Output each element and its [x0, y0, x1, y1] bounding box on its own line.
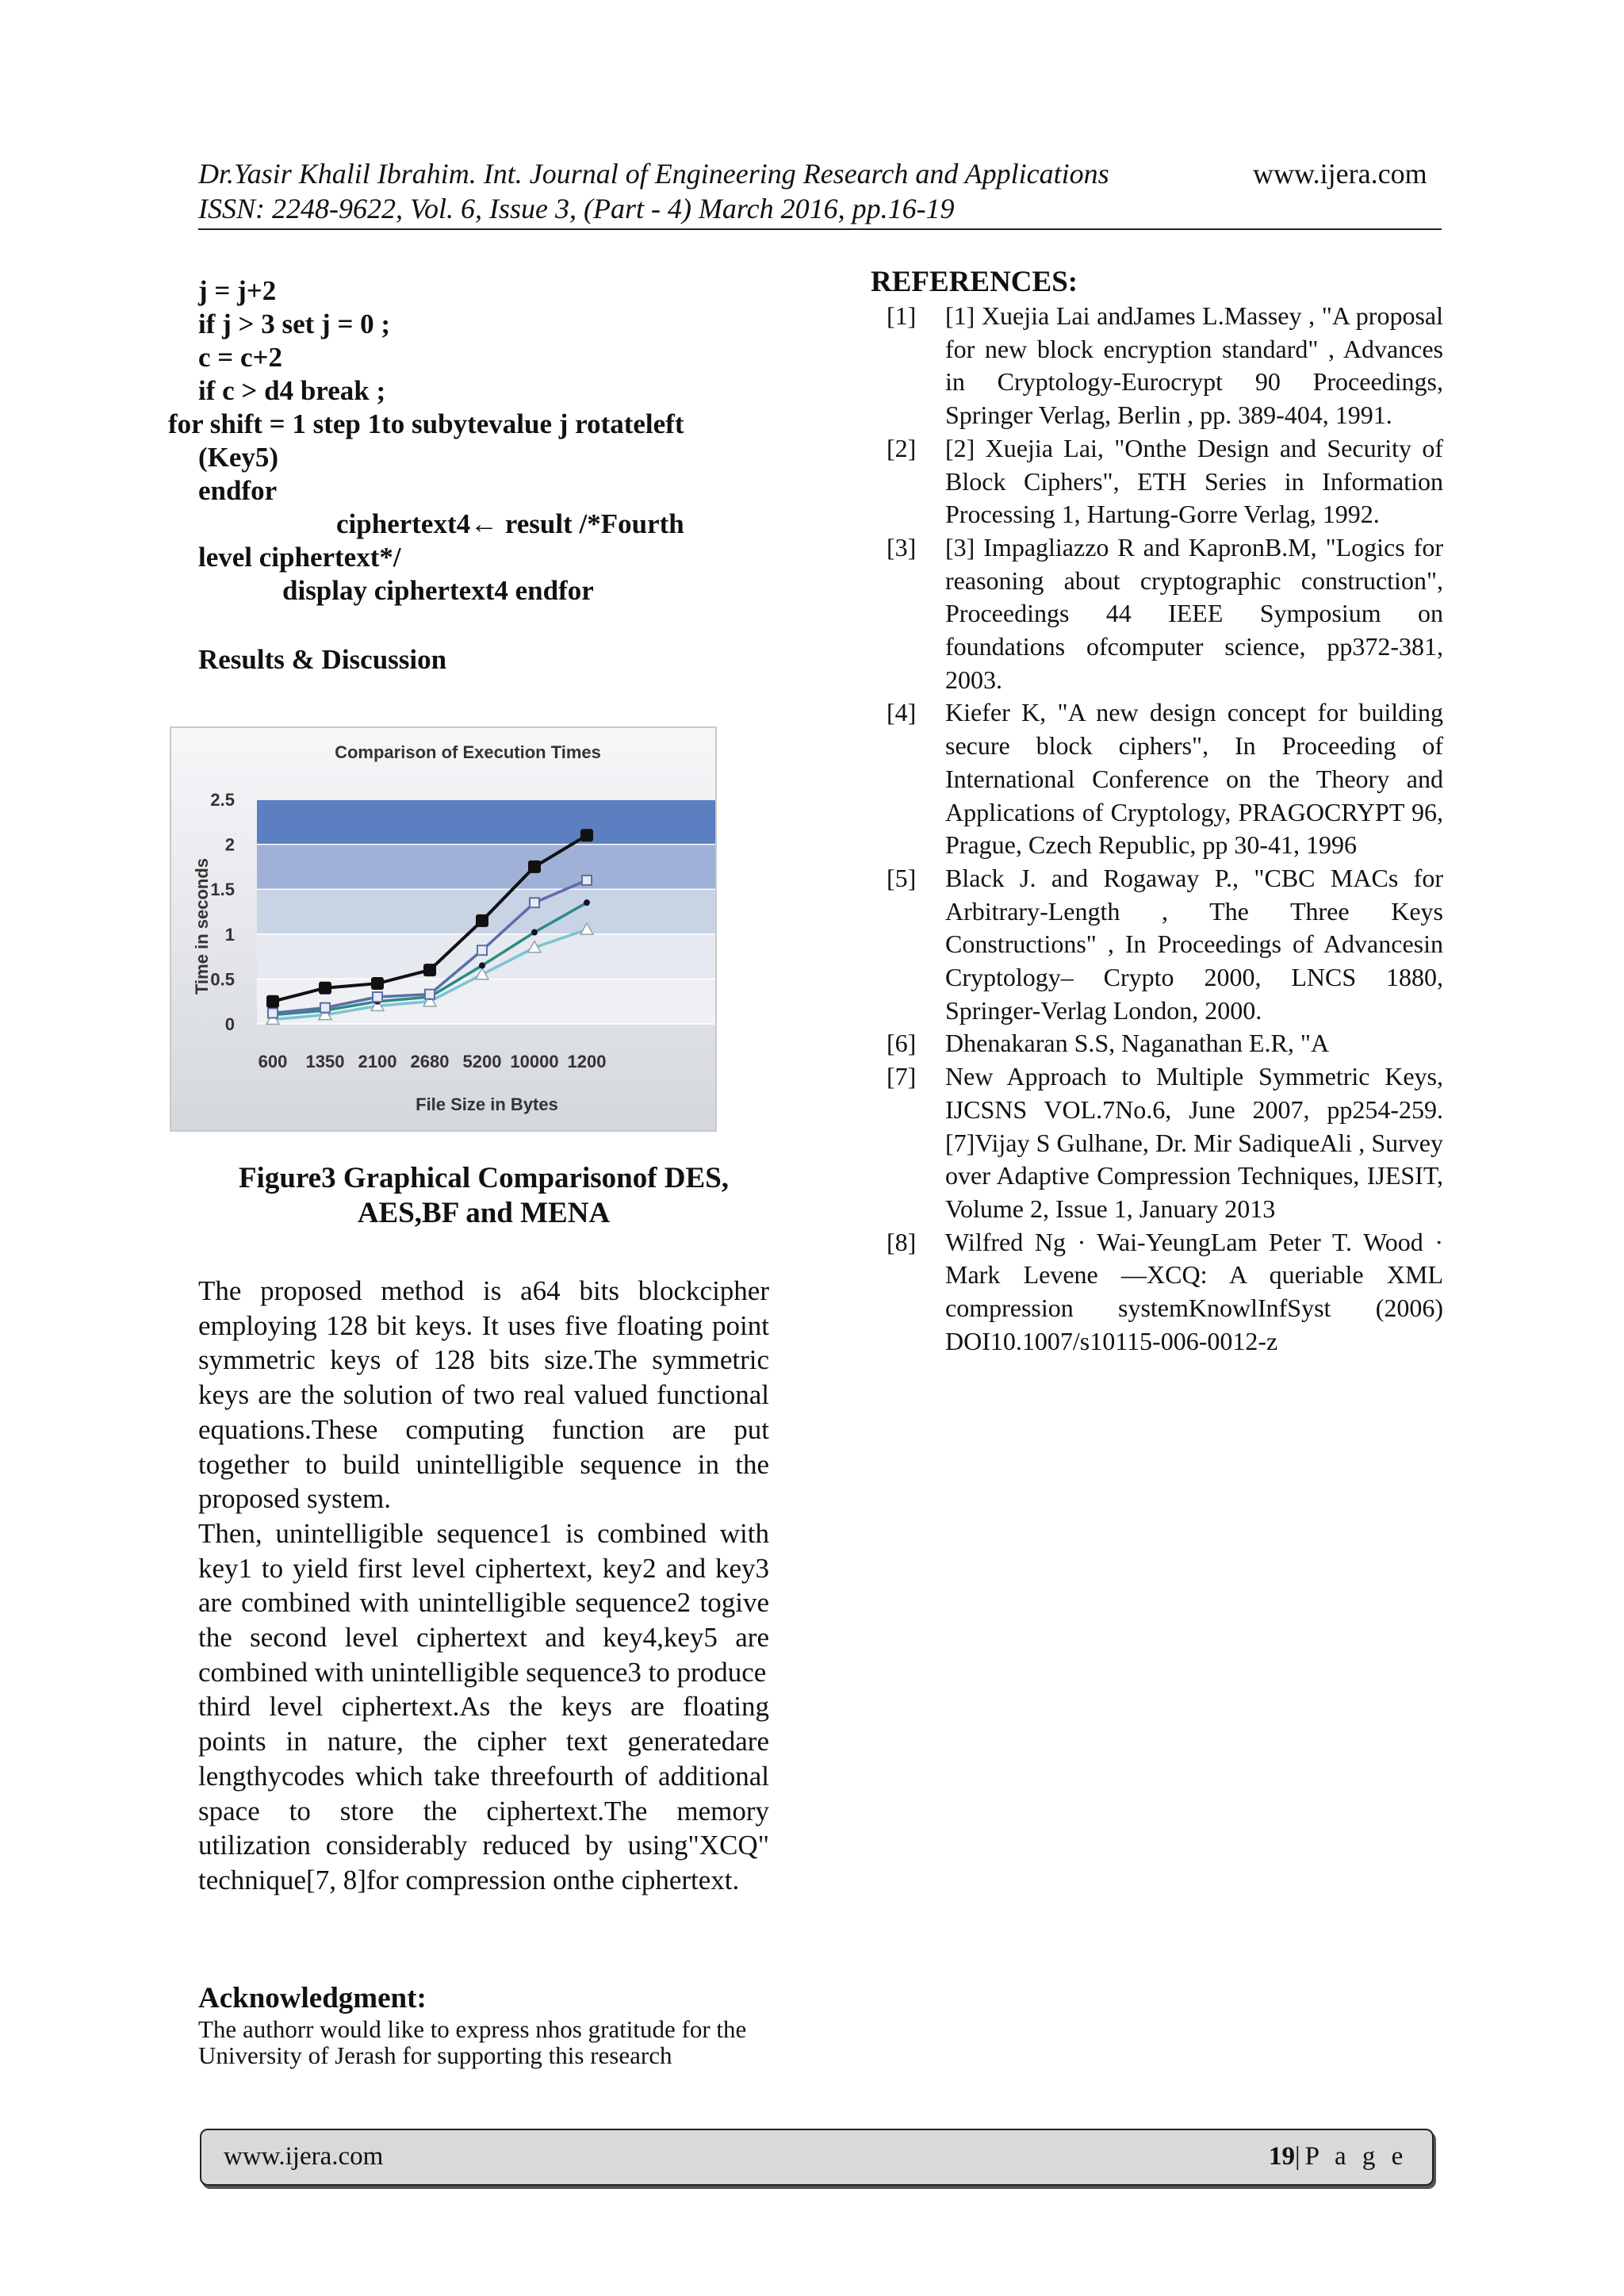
reference-number: [2]	[887, 433, 917, 462]
chart-point	[373, 992, 382, 1002]
section-title: Results & Discussion	[198, 644, 447, 675]
algo-line-2: if j > 3 set j = 0 ;	[198, 309, 391, 339]
algo-line-10: display ciphertext4 endfor	[282, 575, 594, 606]
reference-number: [4]	[887, 698, 917, 727]
header-issn: ISSN: 2248-9622, Vol. 6, Issue 3, (Part - 4) March 2016, pp.16-19	[198, 193, 955, 224]
footer-page	[1269, 2141, 1408, 2171]
chart-point	[477, 945, 487, 955]
reference-number: [8]	[887, 1227, 917, 1256]
page-number: 19	[1269, 2142, 1295, 2171]
chart-xtick-label: 10000	[510, 1052, 559, 1071]
chart-xtick-label: 5200	[462, 1052, 502, 1071]
body-paragraph-2: Then, unintelligible sequence1 is combined with key1 to yield first level ciphertext, key2 and key3 are combined with unintelligible sequence2 togive the second level ciphertext and key4,key5 are combined with unintelligible sequence3 to produce	[198, 1517, 769, 1688]
figure-chart	[170, 726, 717, 1132]
chart-point	[423, 964, 436, 976]
chart-band	[257, 845, 715, 890]
reference-text: New Approach to Multiple Symmetric Keys, IJCSNS VOL.7No.6, June 2007, pp254-259. [7]Vijay S Gulhane, Dr. Mir SadiqueAli , Survey over Adaptive Compression Techniques, IJESIT, Volume 2, Issue 1, January 2013	[945, 1062, 1443, 1223]
reference-text: [3] Impagliazzo R and KapronB.M, "Logics for reasoning about cryptographic construction", Proceedings 44 IEEE Symposium on foundations ofcomputer science, pp372-381, 2003.	[945, 532, 1443, 694]
reference-number: [3]	[887, 532, 917, 562]
chart-xtick-label: 2680	[410, 1052, 450, 1071]
chart-ytick-label: 2.5	[210, 790, 235, 810]
chart-point	[531, 930, 538, 936]
chart-point	[266, 995, 279, 1008]
chart-point	[425, 990, 435, 999]
chart-point	[479, 962, 485, 968]
body-paragraph-1: The proposed method is a64 bits blockcipher employing 128 bit keys. It uses five floating point symmetric keys of 128 bits size.The symmetric keys are the solution of two real valued functional equations.These computing function are put together to build unintelligible sequence in the proposed system.	[198, 1275, 769, 1515]
reference-item	[887, 432, 1443, 531]
reference-item	[887, 1060, 1443, 1226]
chart-xtick-label: 1350	[305, 1052, 345, 1071]
reference-item	[887, 531, 1443, 697]
reference-item	[887, 696, 1443, 862]
body-text	[198, 1274, 769, 1898]
chart-ytick-label: 0.5	[210, 969, 235, 990]
header-rule	[198, 228, 1442, 230]
reference-number: [6]	[887, 1029, 917, 1058]
reference-item	[887, 300, 1443, 432]
reference-text: Wilfred Ng · Wai-YeungLam Peter T. Wood · Mark Levene ―XCQ: A queriable XML compression systemKnowlInfSyst (2006) DOI10.1007/s10115-006-0012-z	[945, 1227, 1443, 1355]
reference-item	[887, 1027, 1443, 1060]
footer-url[interactable]: www.ijera.com	[224, 2142, 384, 2171]
algo-line-5: for shift = 1 step 1to subytevalue j rotateleft	[168, 408, 684, 439]
reference-item	[887, 1226, 1443, 1359]
algo-line-1: j = j+2	[198, 275, 277, 306]
references-list	[887, 300, 1443, 1359]
chart-point	[580, 829, 593, 841]
chart-point	[371, 977, 384, 990]
algo-line-3: c = c+2	[198, 342, 282, 373]
chart-point	[268, 1008, 278, 1018]
chart-point	[319, 982, 331, 995]
reference-number: [5]	[887, 863, 917, 892]
algo-line-9: level ciphertext*/	[198, 542, 401, 573]
algo-line-7: endfor	[198, 475, 278, 506]
chart-point	[528, 861, 541, 873]
algo-line-4: if c > d4 break ;	[198, 375, 386, 406]
reference-number: [7]	[887, 1062, 917, 1091]
chart-point	[582, 876, 592, 885]
chart-ytick-label: 2	[224, 834, 235, 855]
reference-text: Dhenakaran S.S, Naganathan E.R, "A	[945, 1029, 1330, 1058]
reference-text: [2] Xuejia Lai, "Onthe Design and Security of Block Ciphers", ETH Series in Information Processing 1, Hartung-Gorre Verlag, 1992.	[945, 433, 1443, 529]
figure-caption	[198, 1161, 769, 1231]
header-website[interactable]: www.ijera.com	[1253, 158, 1427, 190]
footer-bar	[200, 2129, 1434, 2186]
reference-text: Kiefer K, "A new design concept for building secure block ciphers", In Proceeding of International Conference on the Theory and Applications of Cryptology, PRAGOCRYPT 96, Prague, Czech Republic, pp 30-41, 1996	[945, 698, 1443, 860]
chart-ytick-label: 0	[224, 1014, 235, 1034]
execution-time-chart	[171, 728, 715, 1130]
header-citation: Dr.Yasir Khalil Ibrahim. Int. Journal of Engineering Research and Applications	[198, 158, 1109, 190]
chart-point	[584, 899, 590, 906]
chart-xtick-label: 1200	[567, 1052, 607, 1071]
references-title: REFERENCES:	[871, 266, 1078, 298]
reference-item	[887, 862, 1443, 1028]
chart-point	[530, 898, 539, 907]
chart-xlabel: File Size in Bytes	[416, 1094, 558, 1114]
chart-band	[257, 799, 715, 845]
chart-ytick-label: 1.5	[210, 880, 235, 900]
algo-line-8: ciphertext4← result /*Fourth	[336, 508, 684, 539]
algo-line-6: (Key5)	[198, 442, 279, 473]
chart-xtick-label: 2100	[358, 1052, 397, 1071]
chart-xtick-label: 600	[258, 1052, 288, 1071]
figure-caption-line-1: Figure3 Graphical Comparisonof DES,	[238, 1162, 730, 1194]
reference-text: [1] Xuejia Lai andJames L.Massey , "A proposal for new block encryption standard" , Advances in Cryptology-Eurocrypt 90 Proceedings, Springer Verlag, Berlin , pp. 389-404, 1991.	[945, 301, 1443, 430]
chart-ylabel: Time in seconds	[192, 858, 212, 995]
page-label: |P a g e	[1295, 2142, 1408, 2171]
acknowledgment-text: The authorr would like to express nhos gratitude for the University of Jerash for supporting this research	[198, 2015, 747, 2069]
reference-text: Black J. and Rogaway P., "CBC MACs for Arbitrary-Length , The Three Keys Constructions" , In Proceedings of Advancesin Cryptology– Crypto 2000, LNCS 1880, Springer-Verlag London, 2000.	[945, 863, 1443, 1025]
chart-band	[257, 889, 715, 934]
chart-title: Comparison of Execution Times	[335, 742, 601, 762]
figure-caption-line-2: AES,BF and MENA	[357, 1197, 611, 1229]
chart-point	[320, 1003, 330, 1013]
chart-ytick-label: 1	[224, 924, 235, 945]
chart-point	[476, 914, 488, 927]
reference-number: [1]	[887, 301, 917, 330]
acknowledgment-title: Acknowledgment:	[198, 1982, 427, 2014]
body-paragraph-3: third level ciphertext.As the keys are floating points in nature, the cipher text generatedare lengthycodes which take threefourth of additional space to store the ciphertext.The memory utilization considerably reduced by using"XCQ" technique[7, 8]for compression onthe ciphertext.	[198, 1691, 769, 1895]
